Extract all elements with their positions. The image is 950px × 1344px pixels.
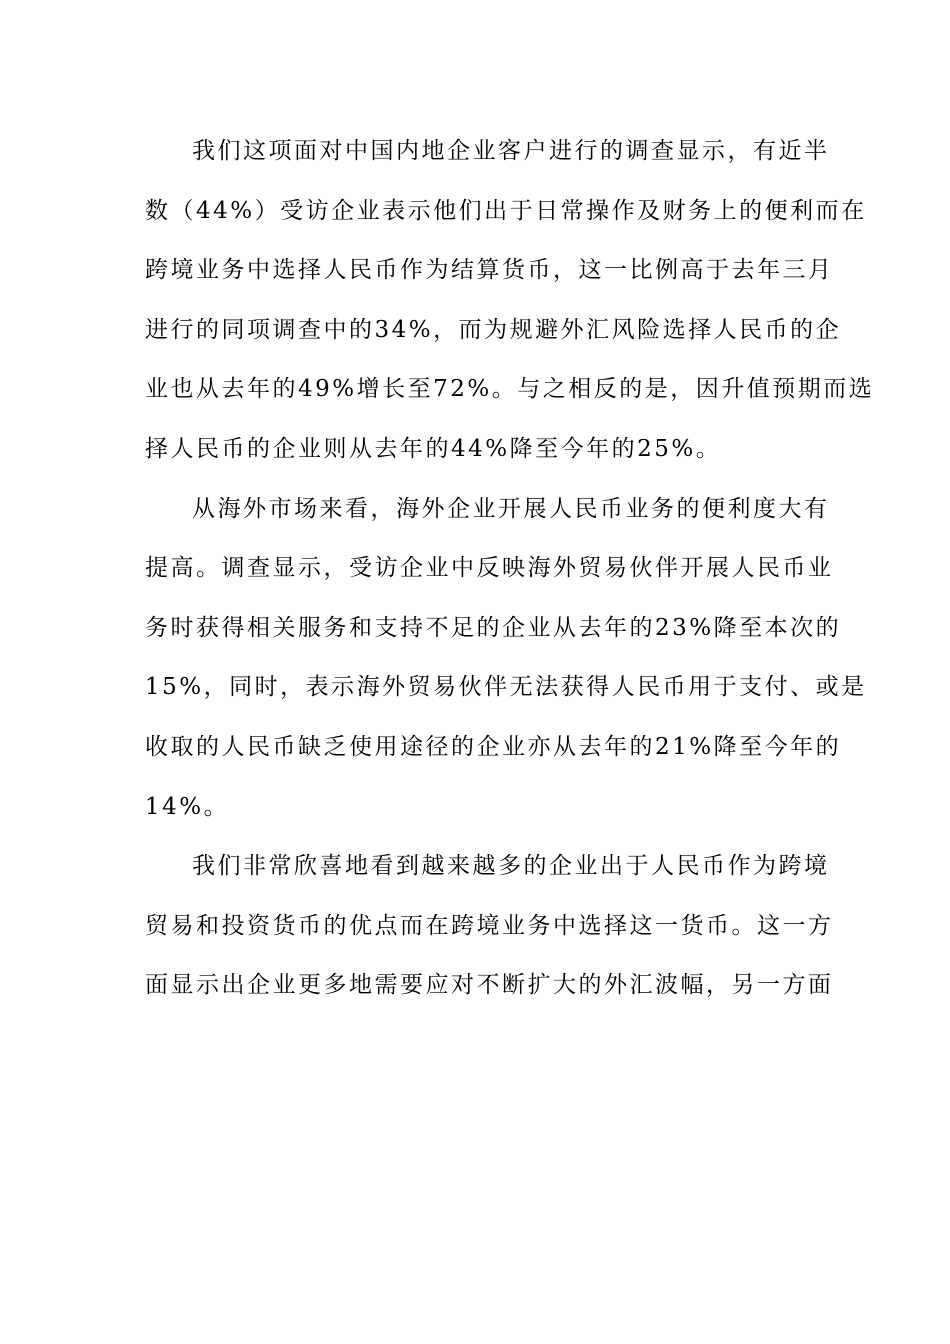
body-text — [145, 128, 875, 1022]
paragraph-3-line-3: 面显示出企业更多地需要应对不断扩大的外汇波幅，另一方面 — [145, 972, 834, 999]
paragraph-1-line-6: 择人民币的企业则从去年的44%降至今年的25%。 — [145, 435, 722, 462]
paragraph-2-line-6: 14%。 — [145, 793, 230, 820]
paragraph-1-line-4: 进行的同项调查中的34%，而为规避外汇风险选择人民币的企 — [145, 316, 842, 343]
paragraph-1-line-2: 数（44%）受访企业表示他们出于日常操作及财务上的便利而在 — [145, 197, 867, 224]
paragraph-1-line-5: 业也从去年的49%增长至72%。与之相反的是，因升值预期而选 — [145, 376, 875, 403]
paragraph-2-line-4: 15%，同时，表示海外贸易伙伴无法获得人民币用于支付、或是 — [145, 674, 867, 701]
paragraph-1-line-1: 我们这项面对中国内地企业客户进行的调查显示，有近半 — [192, 138, 830, 164]
paragraph-2-line-1: 从海外市场来看，海外企业开展人民币业务的便利度大有 — [192, 495, 830, 522]
paragraph-2-line-2: 提高。调查显示，受访企业中反映海外贸易伙伴开展人民币业 — [145, 555, 834, 582]
paragraph-1-line-3: 跨境业务中选择人民币作为结算货币，这一比例高于去年三月 — [145, 257, 834, 284]
paragraph-2-line-5: 收取的人民币缺乏使用途径的企业亦从去年的21%降至今年的 — [145, 733, 842, 760]
paragraph-3-line-2: 贸易和投资货币的优点而在跨境业务中选择这一货币。这一方 — [145, 912, 834, 939]
paragraph-3-line-1: 我们非常欣喜地看到越来越多的企业出于人民币作为跨境 — [192, 853, 830, 880]
paragraph-2-line-3: 务时获得相关服务和支持不足的企业从去年的23%降至本次的 — [145, 614, 842, 641]
